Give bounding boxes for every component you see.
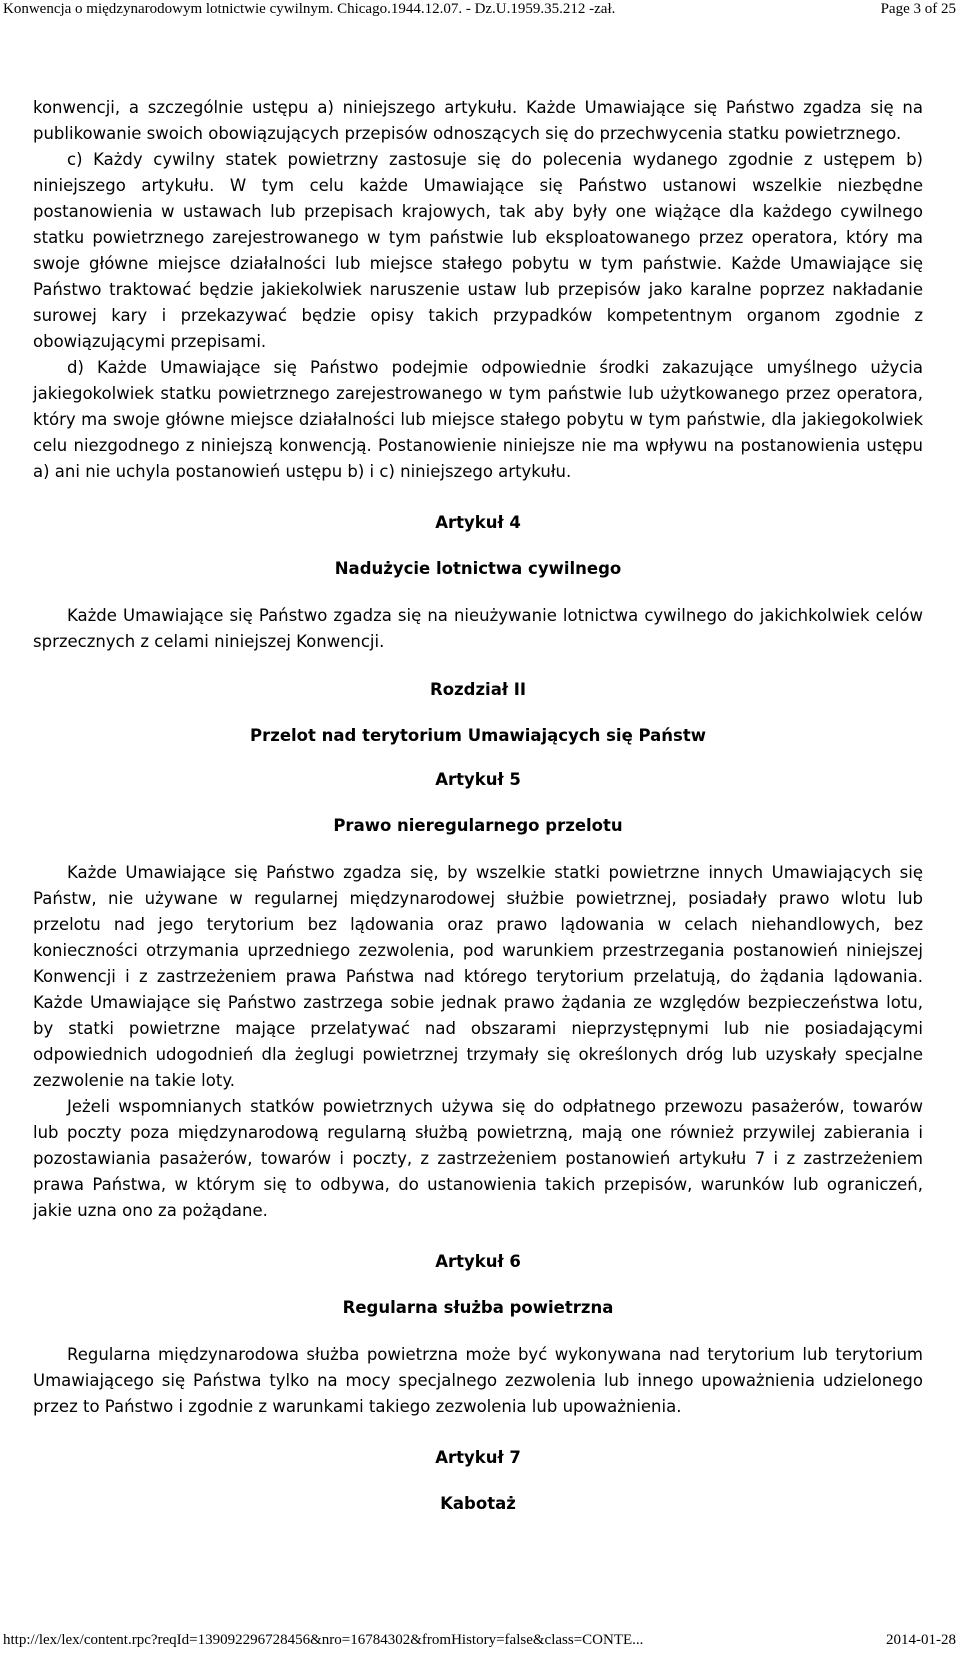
article-4-title: Nadużycie lotnictwa cywilnego bbox=[334, 559, 622, 578]
paragraph-point-d: d) Każde Umawiające się Państwo podejmie odpowiednie środki zakazujące umyślnego użycia jakiegokolwiek statku powietrznego zarejestrowanego w tym państwie lub użytkowanego przez operatora, który ma swoje główne miejsce działalności lub miejsce stałego pobytu w tym państwie, dla jakiegokolwiek celu niezgodnego z niniejszą konwencją. Postanowienie niniejsze nie ma wpływu na postanowienia ustępu a) ani nie uchyla postanowień ustępu b) i c) niniejszego artykułu. bbox=[33, 358, 923, 481]
paragraph-point-c: c) Każdy cywilny statek powietrzny zastosuje się do polecenia wydanego zgodnie z ustępem b) niniejszego artykułu. W tym celu każde Umawiające się Państwo ustanowi wszelkie niezbędne postanowienia w ustawach lub przepisach krajowych, tak aby były one wiążące dla każdego cywilnego statku powietrznego zarejestrowanego w tym państwie lub eksploatowanego przez operatora, który ma swoje główne miejsce działalności lub miejsce stałego pobytu w tym państwie. Każde Umawiające się Państwo traktować będzie jakiekolwiek naruszenie ustaw lub przepisów jako karalne poprzez nakładanie surowej kary i przekazywać będzie opisy takich przypadków kompetentnym organom zgodnie z obowiązującymi przepisami. bbox=[33, 150, 923, 351]
page-number: Page 3 of 25 bbox=[880, 1, 956, 17]
chapter-title: Przelot nad terytorium Umawiających się Państw bbox=[249, 726, 706, 745]
article-4-text: Każde Umawiające się Państwo zgadza się na nieużywanie lotnictwa cywilnego do jakichkolwiek celów sprzecznych z celami niniejszej Konwencji. bbox=[33, 606, 923, 651]
footer-url: http://lex/lex/content.rpc?reqId=139092296728456&nro=16784302&fromHistory=false&class=CONTE... bbox=[3, 1632, 644, 1648]
paragraph-continuation: konwencji, a szczególnie ustępu a) niniejszego artykułu. Każde Umawiające się Państwo zgadza się na publikowanie swoich obowiązujących przepisów odnoszących się do przechwycenia statku powietrznego. bbox=[33, 98, 923, 143]
article-7-title: Kabotaż bbox=[440, 1494, 516, 1513]
article-4-heading: Artykuł 4 bbox=[435, 513, 521, 532]
article-5-paragraph-1: Każde Umawiające się Państwo zgadza się, by wszelkie statki powietrzne innych Umawiających się Państw, nie używane w regularnej międzynarodowej służbie powietrznej, posiadały prawo wlotu lub przelotu nad jego terytorium bez lądowania oraz prawo lądowania w celach niehandlowych, bez konieczności otrzymania uprzedniego zezwolenia, pod warunkiem przestrzegania postanowień niniejszej Konwencji i z zastrzeżeniem prawa Państwa nad którego terytorium przelatują, do żądania lądowania. Każde Umawiające się Państwo zastrzega sobie jednak prawo żądania ze względów bezpieczeństwa lotu, by statki powietrzne mające przelatywać nad obszarami nieprzystępnymi lub nie posiadającymi odpowiednich udogodnień dla żeglugi powietrznej trzymały się określonych dróg lub uzyskały specjalne zezwolenie na takie loty. bbox=[33, 863, 923, 1090]
print-header bbox=[0, 0, 960, 20]
article-5-heading: Artykuł 5 bbox=[435, 770, 521, 789]
document-body bbox=[33, 95, 923, 1517]
footer-date: 2014-01-28 bbox=[886, 1632, 956, 1648]
article-7-heading: Artykuł 7 bbox=[435, 1448, 521, 1467]
article-6-title: Regularna służba powietrzna bbox=[342, 1298, 614, 1317]
article-5-title: Prawo nieregularnego przelotu bbox=[333, 816, 623, 835]
document-title: Konwencja o międzynarodowym lotnictwie cywilnym. Chicago.1944.12.07. - Dz.U.1959.35.212 -zał. bbox=[3, 1, 616, 17]
article-5-paragraph-2: Jeżeli wspomnianych statków powietrznych używa się do odpłatnego przewozu pasażerów, towarów lub poczty poza międzynarodową regularną służbą powietrzną, mają one również przywilej zabierania i pozostawiania pasażerów, towarów i poczty, z zastrzeżeniem postanowień artykułu 7 i z zastrzeżeniem prawa Państwa, w którym się to odbywa, do ustanowienia takich przepisów, warunków lub ograniczeń, jakie uzna ono za pożądane. bbox=[33, 1097, 923, 1220]
print-footer bbox=[0, 1632, 960, 1652]
chapter-heading: Rozdział II bbox=[430, 680, 526, 699]
article-6-text: Regularna międzynarodowa służba powietrzna może być wykonywana nad terytorium lub terytorium Umawiającego się Państwa tylko na mocy specjalnego zezwolenia lub innego upoważnienia udzielonego przez to Państwo i zgodnie z warunkami takiego zezwolenia lub upoważnienia. bbox=[33, 1345, 923, 1416]
article-6-heading: Artykuł 6 bbox=[435, 1252, 521, 1271]
